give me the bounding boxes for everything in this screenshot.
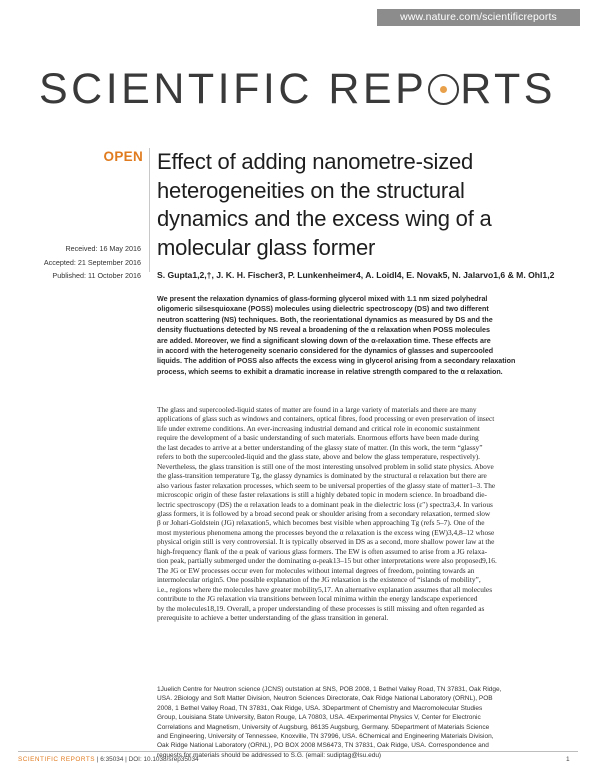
body-line: the glass-transition temperature Tg, the glassy dynamics is dominated by the structural α relaxation but there are <box>157 471 487 481</box>
author-list[interactable]: S. Gupta1,2,†, J. K. H. Fischer3, P. Lunkenheimer4, A. Loidl4, E. Novak5, N. Jalarvo1,6 & M. Ohl1,2 <box>157 270 555 280</box>
title-line: Effect of adding nanometre-sized <box>157 149 474 174</box>
open-access-badge: OPEN <box>103 149 143 164</box>
page-footer <box>18 756 199 763</box>
body-line: microscopic origin of these faster relaxations is still a highly debated topic in modern science. In broadband die- <box>157 490 487 500</box>
affiliation-line: requests for materials should be addressed to S.G. (email: sudiptag@lsu.edu) <box>157 751 382 759</box>
body-line: The glass and supercooled-liquid states of matter are found in a large variety of materials and there are many <box>157 405 477 414</box>
logo-o-icon <box>428 74 459 105</box>
footer-citation[interactable]: | 6:35034 | DOI: 10.1038/srep35034 <box>95 756 199 763</box>
body-line: i.e., regions where the molecules have greater mobility5,17. An alternative explanation assumes that all molecules <box>157 584 493 594</box>
body-line: The JG or EW processes occur even for molecules without internal degrees of freedom, pointing towards an <box>157 565 475 575</box>
abstract-line: neutron scattering (NS) techniques. Both, the reorientational dynamics as measured by DS and the <box>157 315 493 324</box>
body-line: β or Johari-Goldstein (JG) relaxation5, which becomes best visible when approaching Tg (refs 5–7). One of the <box>157 518 485 528</box>
body-line: require the development of a basic understanding of such materials. Enormous efforts have been made during <box>157 433 479 443</box>
abstract-line: are added. Moreover, we find a significant slowing down of the α-relaxation time. These effects are <box>157 336 491 345</box>
body-line: life under extreme conditions. An ever-increasing industrial demand and critical role in economic sustainment <box>157 423 480 433</box>
affiliation-line: USA. 2Biology and Soft Matter Division, Neutron Sciences Directorate, Oak Ridge National Laboratory (ORNL), POB <box>157 695 493 703</box>
body-line: refers to both the supercooled-liquid and the glass state, above and below the glass temperature, respectively). <box>157 452 481 462</box>
body-line: applications of glass such as windows and containers, optical fibres, food processing or even preservation of insect <box>157 414 495 424</box>
body-text <box>157 405 577 622</box>
footer-journal: SCIENTIFIC REPORTS <box>18 756 96 763</box>
article-dates <box>30 242 141 283</box>
body-line: contribute to the JG relaxation via transitions between local minima within the energy landscape experienced <box>157 594 478 604</box>
affiliation-line: 2008, 1 Bethel Valley Road, TN 37831, Oak Ridge, USA. 3Department of Chemistry and Macromolecular Studies <box>157 704 483 712</box>
abstract-line: density fluctuations detected by NS reveal a broadening of the α relaxation when POSS molecules <box>157 326 490 335</box>
journal-name-part2: RTS <box>460 65 556 113</box>
published-date: Published: 11 October 2016 <box>52 271 141 280</box>
affiliation-line: and Engineering, University of Tennessee, Knoxville, TN 37996, USA. 6Chemical and Engineering Materials Division, <box>157 733 494 741</box>
journal-name-part1: SCIENTIFIC REP <box>39 65 428 113</box>
abstract-line: liquids. The addition of POSS also affects the excess wing in glycerol arising from a secondary relaxation <box>157 357 516 366</box>
abstract-line: oligomeric silsesquioxane (POSS) molecules using dielectric spectroscopy (DS) and two different <box>157 305 489 314</box>
affiliation-line: Group, Louisiana State University, Baton Rouge, LA 70803, USA. 4Experimental Physics V, Center for Electronic <box>157 714 481 722</box>
abstract-line: process, which seems to exhibit a dramatic increase in relative strength compared to the α relaxation. <box>157 367 503 376</box>
body-line: by the molecules18,19. Overall, a proper understanding of these processes is still missing and often regarded as <box>157 603 485 613</box>
abstract-line: in accord with the heterogeneity scenario considered for the dynamics of glasses and supercooled <box>157 347 494 356</box>
body-line: glass formers, it is followed by a broad second peak or shoulder arising from a secondary relaxation, termed slow <box>157 508 491 518</box>
title-divider <box>149 148 150 272</box>
affiliation-line: Correlations and Magnetism, University of Augsburg, 86135 Augsburg, Germany. 5Department of Materials Science <box>157 723 490 731</box>
abstract-line: We present the relaxation dynamics of glass-forming glycerol mixed with 1.1 nm sized polyhedral <box>157 295 488 303</box>
body-line: intermolecular origin5. One possible explanation of the JG relaxation is the existence of “islands of mobility”, <box>157 575 481 585</box>
journal-logo <box>0 64 595 114</box>
journal-url-bar[interactable] <box>377 9 580 26</box>
abstract <box>157 294 577 377</box>
body-line: most mysterious phenomena among the processes beyond the α relaxation is the excess wing (EW)3,4,8–12 whose <box>157 527 495 537</box>
body-line: the last decades to arrive at a better understanding of the glassy state of matter. (In this work, the term “glassy” <box>157 442 483 452</box>
accepted-date: Accepted: 21 September 2016 <box>43 257 141 267</box>
article-title <box>157 148 577 262</box>
body-line: also various faster relaxation processes, which seem to be universal properties of the glassy state of matter1–3. The <box>157 480 496 490</box>
body-line: tion peak, partially submerged under the dominating α-peak13–15 but other interpretations were also proposed9,16. <box>157 556 497 566</box>
affiliation-line: 1Juelich Centre for Neutron science (JCNS) outstation at SNS, POB 2008, 1 Bethel Valley Road, TN 37831, Oak Ridge, <box>157 686 502 693</box>
body-line: Nevertheless, the glass transition is still one of the most interesting unsolved problem in solid state physics. Above <box>157 461 494 471</box>
affiliation-line: Oak Ridge National Laboratory (ORNL), PO BOX 2008 MS6473, TN 37831, Oak Ridge, USA. Correspondence and <box>157 742 489 750</box>
journal-url[interactable]: www.nature.com/scientificreports <box>400 11 557 23</box>
body-line: prerequisite to achieve a better understanding of the glass transition in general. <box>157 612 389 622</box>
received-date: Received: 16 May 2016 <box>65 244 141 253</box>
affiliations <box>157 685 577 760</box>
title-line: molecular glass former <box>157 234 376 260</box>
page-number: 1 <box>566 756 570 763</box>
body-line: high-frequency flank of the α peak of various glass formers. The EW is often assumed to arise from a JG relaxa- <box>157 546 488 556</box>
footer-divider <box>18 751 578 752</box>
body-line: lectric spectroscopy (DS) the α relaxation leads to a dominant peak in the dielectric loss (ε″) spectra3,4. In various <box>157 499 493 509</box>
body-line: physical origin still is very controversial. It is typically observed in DS as a second, more shallow power law at the <box>157 537 495 547</box>
title-line: dynamics and the excess wing of a <box>157 206 492 231</box>
title-line: heterogeneities on the structural <box>157 177 465 203</box>
